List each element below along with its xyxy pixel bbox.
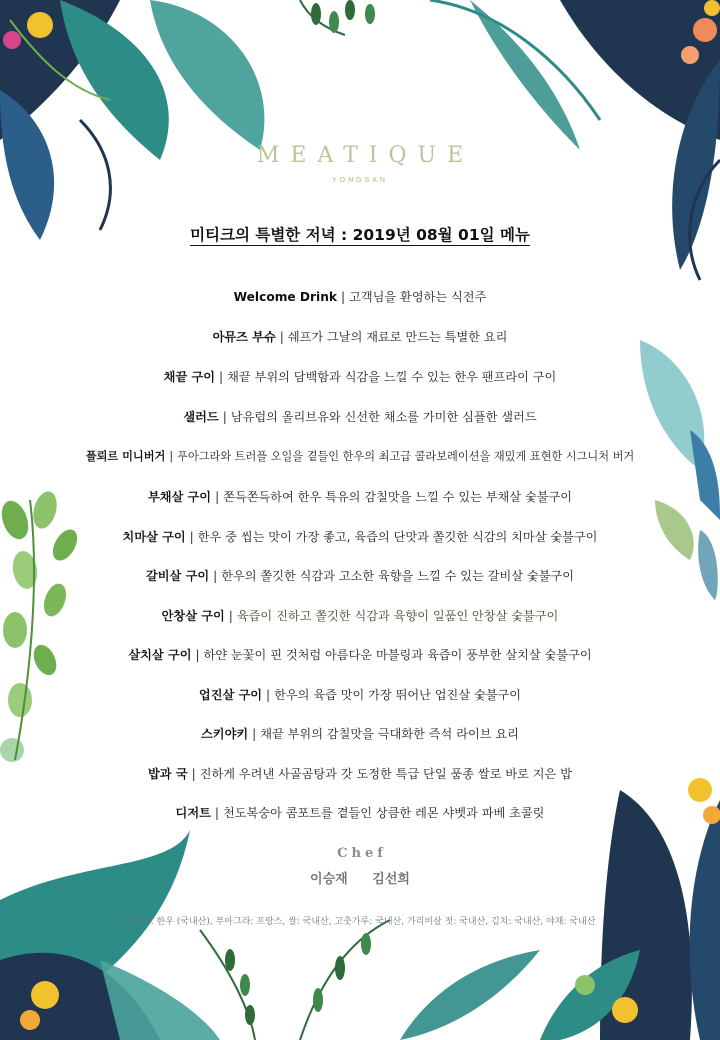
course-item [40,368,680,385]
course-name: 치마살 구이 [122,530,186,544]
course-name: 채끝 구이 [163,370,216,384]
ingredient-origin-note: 쇠고기: 한우 (국내산), 푸아그라: 프랑스, 쌀: 국내산, 고춧가루: 국내산, 가리비살 젓: 국내산, 김치: 국내산, 야채: 국내산 [124,917,596,927]
course-separator: | [169,450,174,463]
page-title-text: 미티크의 특별한 저녁 : 2019년 08월 01일 메뉴 [190,226,530,244]
course-item [40,488,680,505]
course-item [40,408,680,425]
course-separator: | [228,609,233,623]
course-separator: | [213,569,218,583]
course-name: 부채살 구이 [147,490,212,504]
course-item [40,725,680,742]
course-separator: | [279,330,284,344]
course-separator: | [189,530,194,544]
course-item [40,686,680,703]
course-item [40,448,680,464]
page-title [0,223,720,245]
course-separator: | [222,410,227,424]
course-description: 남유럽의 올리브유와 신선한 채소를 가미한 심플한 샐러드 [230,410,537,424]
course-separator: | [219,370,224,384]
course-name: 샐러드 [183,410,219,424]
course-item [40,646,680,663]
course-description: 고객님을 환영하는 식전주 [349,290,487,304]
course-separator: | [252,727,257,741]
chef-name: 이승재 [310,872,348,887]
course-name: 아뮤즈 부슈 [212,330,276,344]
course-separator: | [195,648,200,662]
course-separator: | [214,806,219,820]
course-description: 채끝 부위의 담백함과 식감을 느낄 수 있는 한우 팬프라이 구이 [227,370,557,384]
course-item [40,607,680,624]
course-item [40,288,680,305]
course-name: 업진살 구이 [198,688,263,702]
course-name: 플뢰르 미니버거 [85,450,166,463]
course-description: 천도복숭아 콤포트를 곁들인 상큼한 레몬 샤벳과 파베 초콜릿 [222,806,545,820]
course-description: 한우의 쫄깃한 식감과 고소한 육향을 느낄 수 있는 갈비살 숯불구이 [221,569,574,583]
course-name: 갈비살 구이 [146,569,210,583]
course-separator: | [266,688,271,702]
course-name: 밥과 국 [148,767,188,781]
course-description: 한우 중 씹는 맛이 가장 좋고, 육즙의 단맛과 쫄깃한 식감의 치마살 숯불구이 [197,530,598,544]
chef-name: 김선희 [372,872,410,887]
course-name: 안창살 구이 [161,609,225,623]
chef-label: Chef [337,846,387,861]
course-name: 스키야키 [201,727,249,741]
brand-location: YONGSAN [331,177,388,184]
course-item [40,567,680,584]
course-description: 하얀 눈꽃이 핀 것처럼 아름다운 마블링과 육즙이 풍부한 살치살 숯불구이 [203,648,592,662]
brand-logo: MEATIQUE [256,143,475,168]
course-item [40,804,680,821]
course-separator: | [215,490,220,504]
course-description: 쉐프가 그날의 재료로 만드는 특별한 요리 [287,330,508,344]
course-separator: | [340,290,346,304]
course-description: 육즙이 진하고 쫄깃한 식감과 육향이 일품인 안창살 숯불구이 [236,609,559,623]
course-description: 채끝 부위의 감칠맛을 극대화한 즉석 라이브 요리 [260,727,519,741]
course-description: 한우의 육즙 맛이 가장 뛰어난 업진살 숯불구이 [274,688,522,702]
course-description: 쫀득쫀득하여 한우 특유의 감칠맛을 느낄 수 있는 부채살 숯불구이 [223,490,573,504]
course-description: 푸아그라와 트러플 오일을 곁들인 한우의 최고급 콜라보레이션을 재밌게 표현한 시그니처 버거 [177,450,635,463]
course-separator: | [191,767,196,781]
course-item [40,528,680,545]
course-description: 진하게 우려낸 사골곰탕과 갓 도정한 특급 단일 품종 쌀로 바로 지은 밥 [199,767,572,781]
chef-names [0,868,720,887]
course-name: 살치살 구이 [128,648,192,662]
course-name: Welcome Drink [233,290,337,304]
course-item [40,765,680,782]
course-name: 디저트 [175,806,211,820]
course-item [40,328,680,345]
